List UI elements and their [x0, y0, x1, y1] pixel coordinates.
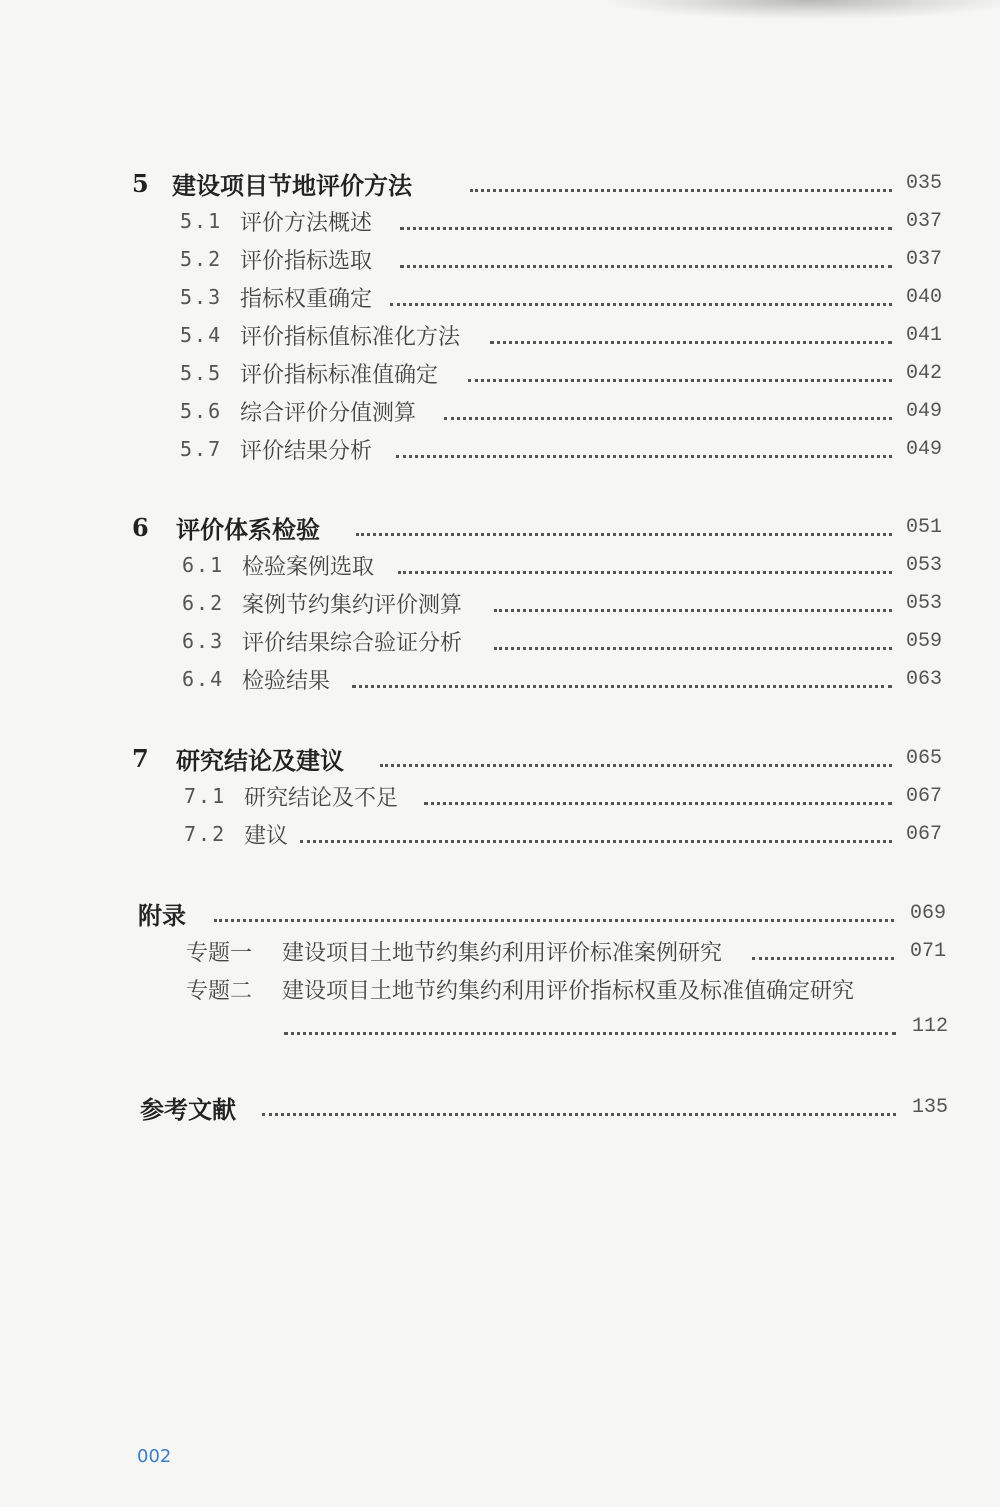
chapter-title: 建设项目节地评价方法	[172, 170, 412, 200]
leader-dots	[468, 379, 892, 382]
leader-dots	[262, 1113, 896, 1116]
section-number: 6.2	[182, 591, 225, 615]
chapter-title: 评价体系检验	[176, 514, 320, 544]
page-number: 059	[906, 629, 943, 653]
topic-label: 专题二	[186, 978, 253, 1004]
leader-dots	[490, 341, 892, 344]
leader-dots	[352, 685, 892, 688]
leader-dots	[400, 265, 892, 268]
footer-page-number: 002	[137, 1446, 172, 1467]
section-number: 5.4	[180, 323, 223, 347]
chapter-title: 研究结论及建议	[176, 745, 344, 775]
section-title: 建议	[244, 823, 289, 849]
topic-title: 建设项目土地节约集约利用评价指标权重及标准值确定研究	[282, 978, 855, 1004]
chapter-number: 7	[132, 743, 149, 773]
section-title: 检验案例选取	[242, 554, 375, 580]
section-number: 6.3	[182, 629, 225, 653]
page-number: 035	[906, 171, 943, 195]
page-number: 053	[906, 553, 943, 577]
section-number: 5.7	[180, 437, 223, 461]
appendix-title: 附录	[138, 900, 186, 930]
page-number: 040	[906, 285, 943, 309]
leader-dots	[300, 840, 892, 843]
toc-section-5-4[interactable]	[0, 315, 1000, 355]
leader-dots	[396, 455, 892, 458]
page-number: 041	[906, 323, 943, 347]
leader-dots	[380, 764, 892, 767]
section-title: 评价结果分析	[240, 438, 373, 464]
section-number: 5.1	[180, 209, 223, 233]
section-title: 评价指标值标准化方法	[240, 324, 461, 350]
toc-section-5-5[interactable]	[0, 353, 1000, 393]
toc-chapter-7[interactable]	[0, 738, 1000, 778]
section-number: 5.5	[180, 361, 223, 385]
section-title: 研究结论及不足	[244, 785, 399, 811]
section-number: 7.1	[184, 784, 227, 808]
section-number: 5.2	[180, 247, 223, 271]
leader-dots	[284, 1032, 896, 1035]
toc-section-6-3[interactable]	[0, 621, 1000, 661]
topic-label: 专题一	[186, 940, 253, 966]
page-number: 069	[910, 901, 947, 925]
leader-dots	[214, 919, 894, 922]
toc-section-5-1[interactable]	[0, 201, 1000, 241]
chapter-number: 6	[132, 512, 149, 542]
toc-references[interactable]	[0, 1087, 1000, 1127]
section-title: 评价方法概述	[240, 210, 373, 236]
toc-section-6-2[interactable]	[0, 583, 1000, 623]
topic-title: 建设项目土地节约集约利用评价标准案例研究	[282, 940, 723, 966]
leader-dots	[494, 609, 892, 612]
toc-section-7-1[interactable]	[0, 776, 1000, 816]
toc-section-5-6[interactable]	[0, 391, 1000, 431]
toc-chapter-6[interactable]	[0, 507, 1000, 547]
section-number: 5.3	[180, 285, 223, 309]
toc-section-6-1[interactable]	[0, 545, 1000, 585]
section-number: 5.6	[180, 399, 223, 423]
references-title: 参考文献	[140, 1094, 236, 1124]
toc-appendix-topic-2-continuation[interactable]	[0, 1006, 1000, 1046]
leader-dots	[356, 533, 892, 536]
section-title: 评价指标选取	[240, 248, 373, 274]
leader-dots	[494, 647, 892, 650]
page-number: 053	[906, 591, 943, 615]
page-number: 051	[906, 515, 943, 539]
page-number: 049	[906, 399, 943, 423]
section-title: 评价指标标准值确定	[240, 362, 439, 388]
leader-dots	[400, 227, 892, 230]
page-number: 049	[906, 437, 943, 461]
toc-appendix[interactable]	[0, 893, 1000, 933]
leader-dots	[444, 417, 892, 420]
toc-chapter-5[interactable]	[0, 163, 1000, 203]
section-title: 检验结果	[242, 668, 331, 694]
leader-dots	[390, 303, 892, 306]
page-number: 071	[910, 939, 947, 963]
leader-dots	[752, 957, 894, 960]
page-number: 065	[906, 746, 943, 770]
page-number: 135	[912, 1095, 949, 1119]
page-number: 042	[906, 361, 943, 385]
page-number: 063	[906, 667, 943, 691]
leader-dots	[424, 802, 892, 805]
toc-section-6-4[interactable]	[0, 659, 1000, 699]
page-number: 037	[906, 209, 943, 233]
section-title: 案例节约集约评价测算	[242, 592, 463, 618]
section-title: 综合评价分值测算	[240, 400, 417, 426]
leader-dots	[470, 189, 892, 192]
chapter-number: 5	[132, 168, 149, 198]
section-number: 6.4	[182, 667, 225, 691]
toc-section-5-3[interactable]	[0, 277, 1000, 317]
toc-section-7-2[interactable]	[0, 814, 1000, 854]
section-title: 评价结果综合验证分析	[242, 630, 463, 656]
page-number: 037	[906, 247, 943, 271]
page-number: 067	[906, 784, 943, 808]
toc-appendix-topic-1[interactable]	[0, 931, 1000, 971]
toc-appendix-topic-2[interactable]	[0, 969, 1000, 1009]
page-number: 112	[912, 1014, 949, 1038]
section-number: 7.2	[184, 822, 227, 846]
section-title: 指标权重确定	[240, 286, 373, 312]
leader-dots	[398, 571, 892, 574]
page-number: 067	[906, 822, 943, 846]
toc-section-5-2[interactable]	[0, 239, 1000, 279]
toc-section-5-7[interactable]	[0, 429, 1000, 469]
section-number: 6.1	[182, 553, 225, 577]
